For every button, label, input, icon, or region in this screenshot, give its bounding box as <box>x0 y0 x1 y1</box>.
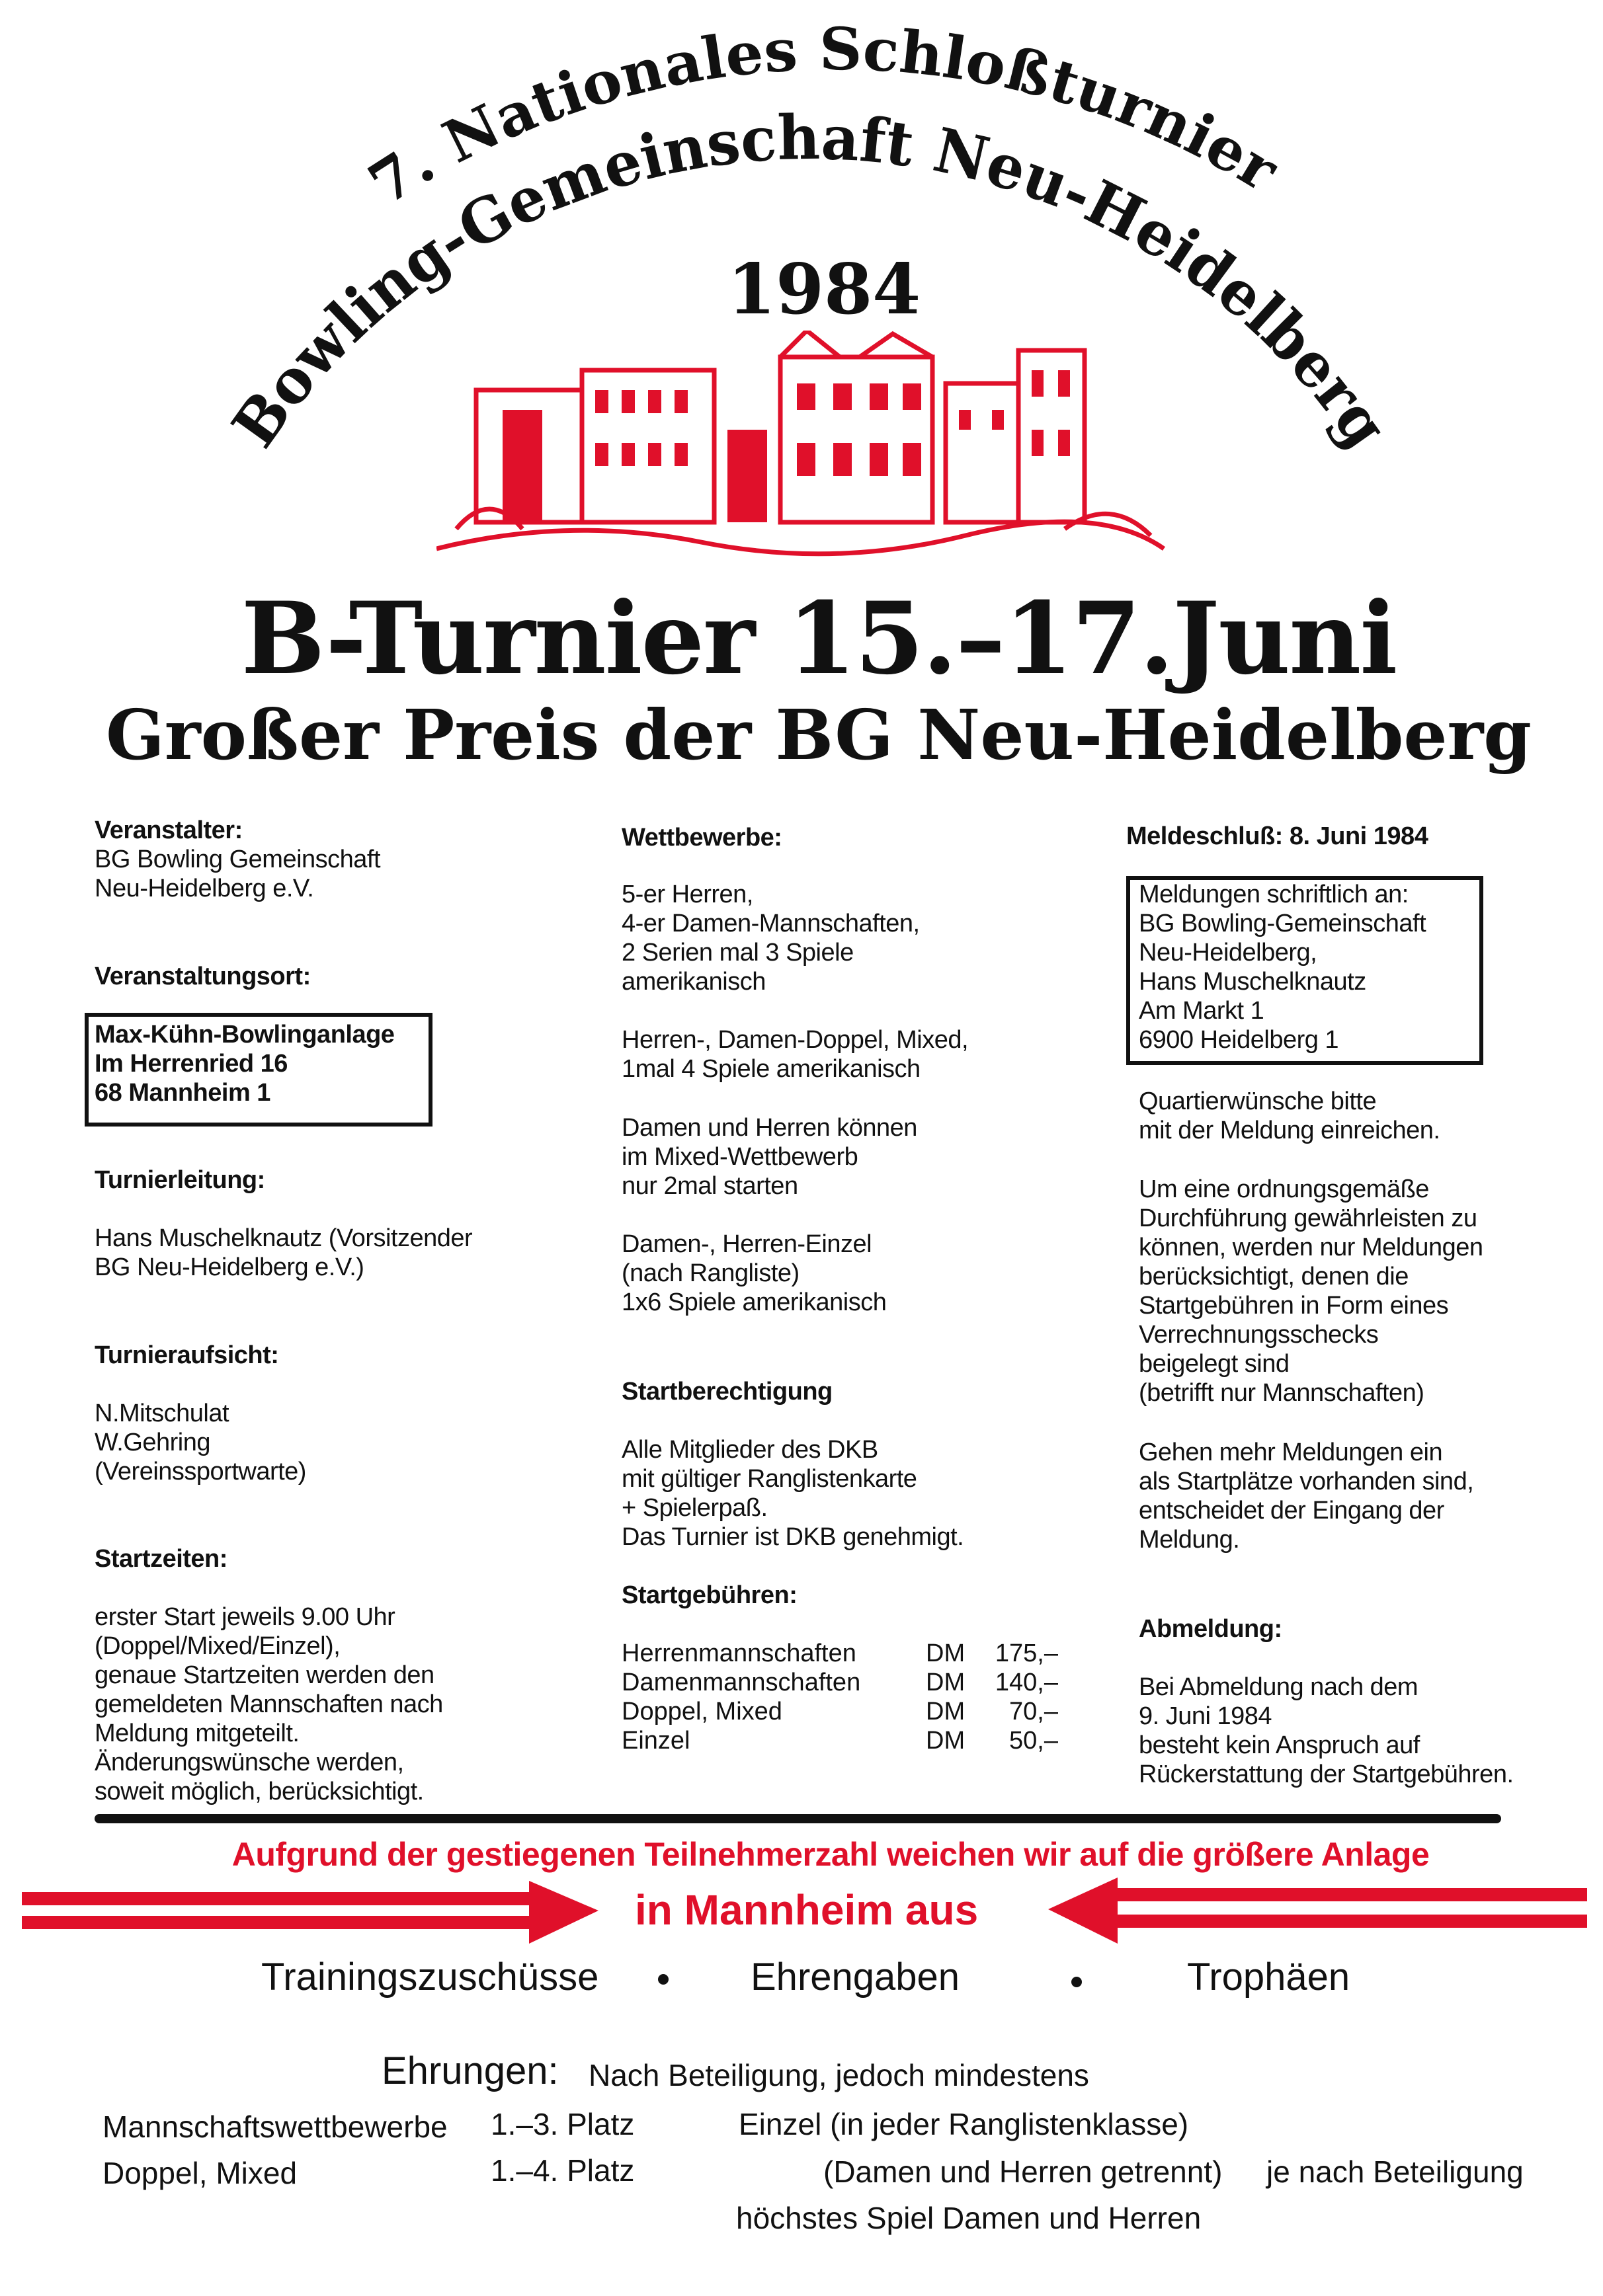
text-line: Um eine ordnungsgemäße <box>1139 1175 1429 1203</box>
text-line: Damen und Herren können <box>622 1114 917 1142</box>
text-line: Herren-, Damen-Doppel, Mixed, <box>622 1026 969 1054</box>
text-line: Gehen mehr Meldungen ein <box>1139 1439 1443 1466</box>
text-line: Im Herrenried 16 <box>95 1050 288 1078</box>
start-times-lines <box>95 1603 443 1806</box>
text-line: amerikanisch <box>622 968 766 996</box>
text-line: 1x6 Spiele amerikanisch <box>622 1288 887 1316</box>
honors-separated: (Damen und Herren getrennt) <box>823 2155 1223 2189</box>
text-line: genaue Startzeiten werden den <box>95 1661 434 1689</box>
cancellation-heading: Abmeldung: <box>1139 1615 1282 1643</box>
text-line: berücksichtigt, denen die <box>1139 1263 1409 1290</box>
text-line: mit gültiger Ranglistenkarte <box>622 1465 917 1493</box>
text-line: 6900 Heidelberg 1 <box>1139 1026 1339 1054</box>
text-line: als Startplätze vorhanden sind, <box>1139 1468 1474 1495</box>
text-line: entscheidet der Eingang der <box>1139 1497 1444 1524</box>
honors-depending: je nach Beteiligung <box>1266 2155 1524 2189</box>
prize-gifts: Ehrengaben <box>751 1956 960 1999</box>
bullet-icon <box>658 1974 669 1985</box>
supervision-heading: Turnieraufsicht: <box>95 1341 279 1369</box>
fee-label: Herrenmannschaften <box>622 1640 856 1667</box>
fee-currency: DM <box>926 1698 966 1725</box>
text-line: Max-Kühn-Bowlinganlage <box>95 1021 395 1049</box>
competitions-heading: Wettbewerbe: <box>622 824 782 851</box>
text-line: Neu-Heidelberg, <box>1139 939 1317 967</box>
text-line: 9. Juni 1984 <box>1139 1702 1272 1730</box>
competition-doubles <box>622 1025 968 1084</box>
honors-highest-game: höchstes Spiel Damen und Herren <box>736 2201 1202 2235</box>
honors-label: Ehrungen: <box>382 2049 559 2092</box>
cancellation-lines <box>1139 1673 1514 1789</box>
event-title: B-Turnier 15.–17.Juni <box>241 580 1397 697</box>
year: 1984 <box>727 248 921 330</box>
venue-address <box>95 1020 394 1107</box>
text-line: N.Mitschulat <box>95 1400 229 1427</box>
event-subtitle: Großer Preis der BG Neu-Heidelberg <box>105 694 1532 775</box>
text-line: nur 2mal starten <box>622 1172 798 1200</box>
competition-mixed-note <box>622 1113 917 1201</box>
fee-amount: 175,– <box>995 1640 1058 1667</box>
text-line: BG Bowling-Gemeinschaft <box>1139 910 1426 937</box>
overbooking-note <box>1139 1438 1473 1554</box>
venue-heading: Veranstaltungsort: <box>95 963 311 990</box>
fees-heading: Startgebühren: <box>622 1581 798 1609</box>
text-line: erster Start jeweils 9.00 Uhr <box>95 1603 395 1631</box>
text-line: mit der Meldung einreichen. <box>1139 1117 1440 1144</box>
text-line: 2 Serien mal 3 Spiele <box>622 939 854 967</box>
eligibility-heading: Startberechtigung <box>622 1378 833 1405</box>
text-line: Meldung. <box>1139 1526 1240 1554</box>
fee-row <box>622 1639 1058 1668</box>
organizer-heading: Veranstalter: <box>95 816 243 844</box>
text-line: W.Gehring <box>95 1429 211 1456</box>
text-line: Bei Abmeldung nach dem <box>1139 1673 1418 1701</box>
supervision-lines <box>95 1399 306 1486</box>
text-line: Änderungswünsche werden, <box>95 1749 404 1776</box>
honors-teams-place: 1.–3. Platz <box>491 2107 635 2141</box>
text-line: Rückerstattung der Startgebühren. <box>1139 1761 1514 1788</box>
registration-address <box>1139 880 1426 1054</box>
fee-row <box>622 1668 1058 1697</box>
fee-label: Doppel, Mixed <box>622 1698 782 1725</box>
text-line: 1mal 4 Spiele amerikanisch <box>622 1055 921 1083</box>
text-line: Alle Mitglieder des DKB <box>622 1436 878 1464</box>
text-line: Startgebühren in Form eines <box>1139 1292 1449 1320</box>
text-line: 4-er Damen-Mannschaften, <box>622 910 920 937</box>
text-line: (betrifft nur Mannschaften) <box>1139 1379 1424 1407</box>
text-line: BG Bowling Gemeinschaft <box>95 846 381 873</box>
honors-text: Nach Beteiligung, jedoch mindestens <box>589 2058 1089 2092</box>
fee-row <box>622 1726 1058 1755</box>
divider-bar <box>95 1814 1501 1823</box>
text-line: Meldung mitgeteilt. <box>95 1720 300 1747</box>
leadership-heading: Turnierleitung: <box>95 1166 265 1194</box>
right-pointing-arrow-icon <box>22 1881 598 1944</box>
text-line: Meldungen schriftlich an: <box>1139 881 1409 908</box>
bullet-icon <box>1071 1977 1082 1987</box>
text-line: beigelegt sind <box>1139 1350 1290 1378</box>
text-line: (Vereinssportwarte) <box>95 1458 306 1485</box>
text-line: Neu-Heidelberg e.V. <box>95 875 314 902</box>
text-line: können, werden nur Meldungen <box>1139 1234 1483 1261</box>
text-line: Quartierwünsche bitte <box>1139 1088 1377 1115</box>
fee-row <box>622 1697 1058 1726</box>
fee-label: Einzel <box>622 1727 690 1755</box>
registration-deadline: Meldeschluß: 8. Juni 1984 <box>1126 822 1428 850</box>
text-line: (Doppel/Mixed/Einzel), <box>95 1632 341 1660</box>
honors-doubles-label: Doppel, Mixed <box>103 2156 298 2190</box>
fees-table <box>622 1639 1058 1755</box>
honors-teams-label: Mannschaftswettbewerbe <box>103 2110 448 2144</box>
club-arc-title: Bowling-Gemeinschaft Neu-Heidelberg <box>218 101 1403 462</box>
organizer-section <box>95 816 380 903</box>
competition-teams <box>622 880 920 996</box>
text-line: + Spielerpaß. <box>622 1494 768 1522</box>
text-line: Das Turnier ist DKB genehmigt. <box>622 1523 964 1551</box>
text-line: im Mixed-Wettbewerb <box>622 1143 858 1171</box>
competition-singles <box>622 1230 886 1317</box>
text-line: 68 Mannheim 1 <box>95 1079 270 1107</box>
relocation-city: in Mannheim aus <box>635 1886 979 1934</box>
text-line: 5-er Herren, <box>622 881 753 908</box>
honors-singles: Einzel (in jeder Ranglistenklasse) <box>739 2107 1189 2141</box>
fee-currency: DM <box>926 1669 966 1696</box>
eligibility-lines <box>622 1435 964 1552</box>
text-line: Am Markt 1 <box>1139 997 1264 1025</box>
accommodation-note <box>1139 1087 1440 1145</box>
text-line: Damen-, Herren-Einzel <box>622 1230 872 1258</box>
tournament-arc-title: 7. Nationales Schloßturnier <box>356 14 1290 219</box>
text-line: Durchführung gewährleisten zu <box>1139 1205 1477 1232</box>
relocation-notice: Aufgrund der gestiegenen Teilnehmerzahl weichen wir auf die größere Anlage <box>231 1836 1430 1873</box>
text-line: Hans Muschelknautz (Vorsitzender <box>95 1224 473 1252</box>
fee-amount: 140,– <box>995 1669 1058 1696</box>
text-line: gemeldeten Mannschaften nach <box>95 1690 443 1718</box>
castle-illustration <box>436 331 1171 582</box>
start-times-heading: Startzeiten: <box>95 1545 227 1573</box>
fee-currency: DM <box>926 1727 966 1755</box>
fee-currency: DM <box>926 1640 966 1667</box>
fee-amount: 70,– <box>1009 1698 1058 1725</box>
left-pointing-arrow-icon <box>1048 1878 1587 1944</box>
leadership-lines <box>95 1224 472 1282</box>
honors-doubles-place: 1.–4. Platz <box>491 2153 635 2188</box>
fee-label: Damenmannschaften <box>622 1669 861 1696</box>
fee-conditions <box>1139 1175 1483 1407</box>
organizer-lines <box>95 845 380 903</box>
text-line: besteht kein Anspruch auf <box>1139 1731 1420 1759</box>
prize-trophies: Trophäen <box>1187 1956 1350 1999</box>
fee-amount: 50,– <box>1009 1727 1058 1755</box>
prize-training: Trainingszuschüsse <box>261 1956 599 1999</box>
text-line: soweit möglich, berücksichtigt. <box>95 1778 424 1805</box>
text-line: Verrechnungsschecks <box>1139 1321 1379 1349</box>
text-line: (nach Rangliste) <box>622 1259 800 1287</box>
text-line: BG Neu-Heidelberg e.V.) <box>95 1253 364 1281</box>
text-line: Hans Muschelknautz <box>1139 968 1366 996</box>
